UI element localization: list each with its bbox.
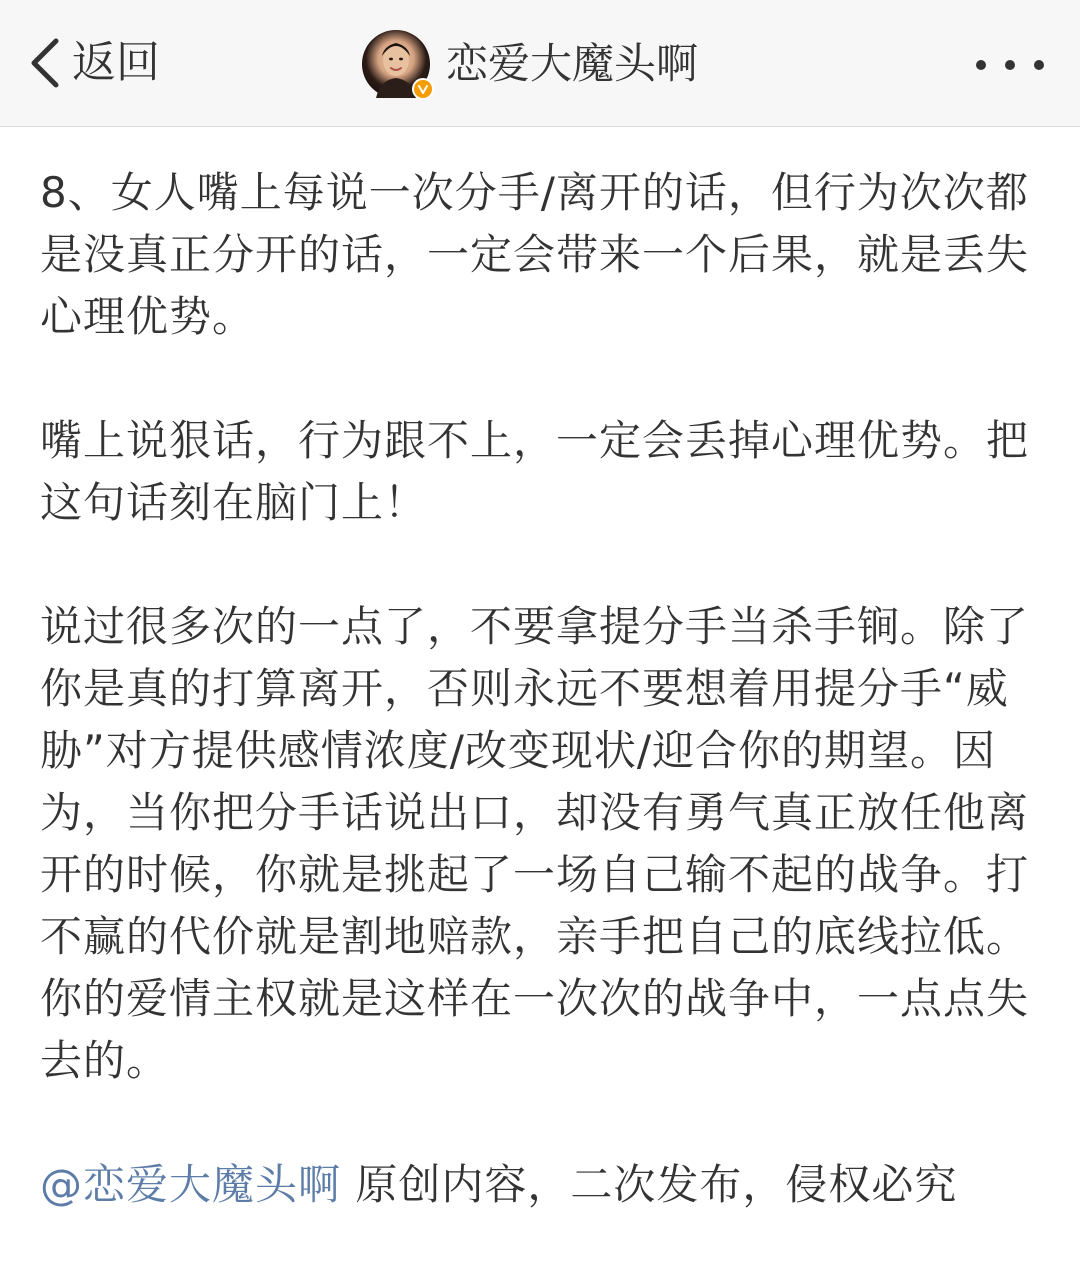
chevron-left-icon [28,37,62,89]
post-paragraph: 8、女人嘴上每说一次分手/离开的话，但行为次次都是没真正分开的话，一定会带来一个后果，就是丢失心理优势。 [40,168,1030,341]
more-horizontal-icon[interactable] [974,58,1046,72]
post-content [40,162,1040,1216]
author-mention-link[interactable]: @恋爱大魔头啊 [40,1160,342,1209]
top-nav-bar [0,0,1080,127]
avatar[interactable] [362,30,430,98]
post-footer [40,1154,1040,1216]
copyright-notice: 原创内容，二次发布，侵权必究 [341,1160,958,1209]
back-label: 返回 [72,37,160,88]
author-nickname[interactable]: 恋爱大魔头啊 [446,39,699,88]
post-paragraph: 嘴上说狠话，行为跟不上，一定会丢掉心理优势。把这句话刻在脑门上！ [40,416,1030,527]
post-paragraph: 说过很多次的一点了，不要拿提分手当杀手锏。除了你是真的打算离开，否则永远不要想着用提分手“威胁”对方提供感情浓度/改变现状/迎合你的期望。因为，当你把分手话说出口，却没有勇气真正放任他离开的时候，你就是挑起了一场自己输不起的战争。打不赢的代价就是割地赔款，亲手把自己的底线拉低。你的爱情主权就是这样在一次次的战争中，一点点失去的。 [40,602,1030,1085]
back-button[interactable] [28,30,160,96]
author-profile[interactable] [362,29,698,99]
verified-badge-icon [412,78,434,100]
